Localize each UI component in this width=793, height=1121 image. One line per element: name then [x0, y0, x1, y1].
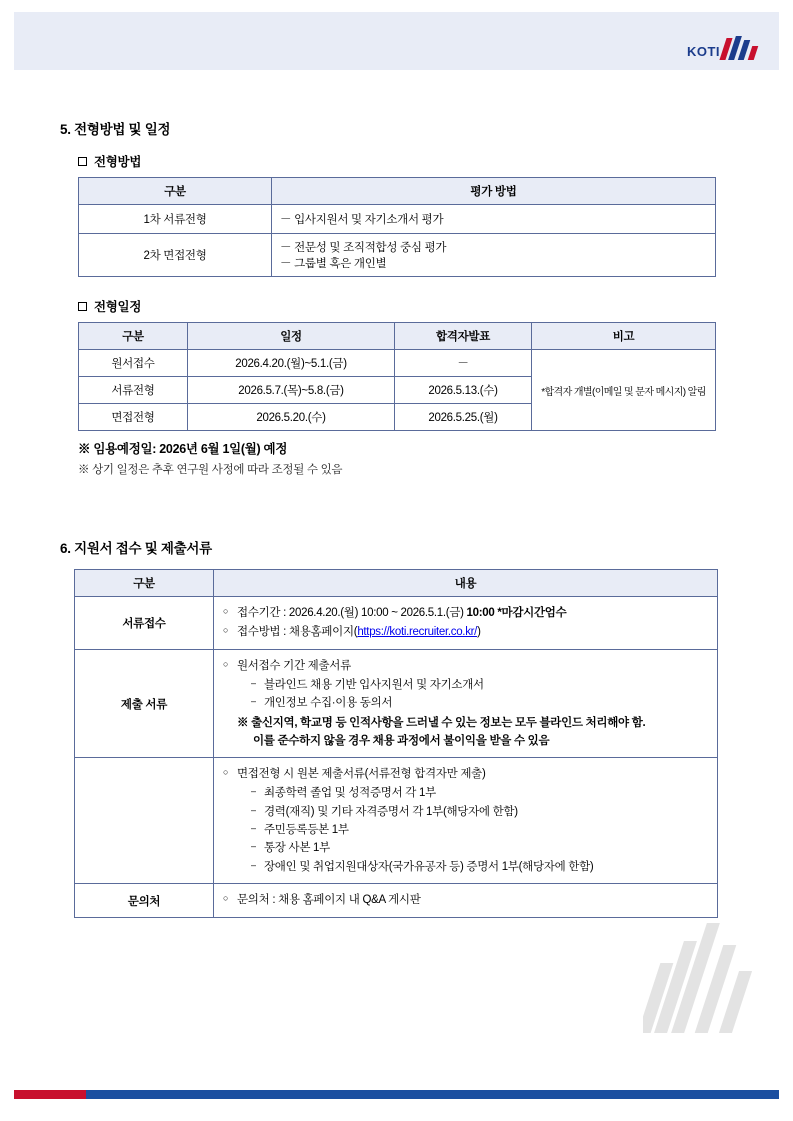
table-header-row — [75, 570, 718, 597]
schedule-row0-announce: － — [395, 350, 532, 377]
koti-logo-text: KOTI — [686, 44, 720, 59]
table-row — [79, 205, 716, 234]
documents-label-spacer — [75, 758, 214, 884]
schedule-row1-label: 서류전형 — [79, 377, 188, 404]
documents-group2-item4: – 장애인 및 취업지원대상자(국가유공자 등) 증명서 1부(해당자에 한함) — [251, 858, 708, 876]
section5-schedule-subtitle-text: 전형일정 — [94, 300, 142, 314]
koti-bars-icon — [723, 36, 757, 60]
blind-warning-line1: ※ 출신지역, 학교명 등 인적사항을 드러낼 수 있는 정보는 모두 블라인드 처리해야 함. — [237, 716, 646, 729]
contact-content — [214, 884, 718, 918]
table-header-row — [79, 323, 716, 350]
documents-content — [214, 649, 718, 757]
col-header-content: 내용 — [214, 570, 718, 597]
table-row — [75, 597, 718, 650]
section6-title: 6. 지원서 접수 및 제출서류 — [60, 541, 212, 556]
section6 — [60, 537, 732, 918]
documents-group2 — [223, 765, 708, 876]
documents-content-2 — [214, 758, 718, 884]
contact-label: 문의처 — [75, 884, 214, 918]
selection-method-table — [78, 177, 716, 277]
documents-group2-item2: – 주민등록등본 1부 — [251, 821, 708, 839]
selection-schedule-table — [78, 322, 716, 431]
method-row1-items — [272, 234, 716, 277]
document-content — [60, 118, 732, 918]
receipt-label: 서류접수 — [75, 597, 214, 650]
col-header-remark: 비고 — [532, 323, 716, 350]
schedule-change-note: ※ 상기 일정은 추후 연구원 사정에 따라 조정될 수 있음 — [78, 464, 343, 476]
appointment-note: ※ 임용예정일: 2026년 6월 1일(월) 예정 — [78, 442, 288, 456]
contact-item: ○ 문의처 : 채용 홈페이지 내 Q&A 게시판 — [223, 891, 708, 910]
schedule-row2-date: 2026.5.20.(수) — [188, 404, 395, 431]
method-row1-label: 2차 면접전형 — [79, 234, 272, 277]
square-bullet-icon — [78, 302, 87, 311]
documents-label: 제출 서류 — [75, 649, 214, 757]
col-header-division: 구분 — [79, 178, 272, 205]
receipt-method-item — [223, 623, 708, 642]
col-header-evaluation: 평가 방법 — [272, 178, 716, 205]
table-row — [79, 234, 716, 277]
documents-group1 — [223, 657, 708, 750]
section5-schedule-subtitle — [78, 297, 732, 315]
col-header-division: 구분 — [79, 323, 188, 350]
table-row — [75, 884, 718, 918]
col-header-division: 구분 — [75, 570, 214, 597]
footer-accent-red — [14, 1090, 86, 1099]
method-row0-label: 1차 서류전형 — [79, 205, 272, 234]
application-documents-table — [74, 569, 718, 918]
method-row1-item1: － 그룹별 혹은 개인별 — [280, 258, 387, 270]
table-row — [75, 649, 718, 757]
col-header-announcement: 합격자발표 — [395, 323, 532, 350]
documents-group1-item1: – 개인정보 수집·이용 동의서 — [251, 694, 708, 712]
recruiter-site-link[interactable]: https://koti.recruiter.co.kr/ — [357, 625, 478, 638]
schedule-row1-date: 2026.5.7.(목)~5.8.(금) — [188, 377, 395, 404]
watermark-bars-icon — [643, 923, 773, 1033]
schedule-row0-date: 2026.4.20.(월)~5.1.(금) — [188, 350, 395, 377]
page-header-band — [14, 12, 779, 70]
section5-title: 5. 전형방법 및 일정 — [60, 122, 171, 137]
documents-group2-item3: – 통장 사본 1부 — [251, 839, 708, 857]
table-row — [79, 350, 716, 377]
schedule-row2-announce: 2026.5.25.(월) — [395, 404, 532, 431]
col-header-date: 일정 — [188, 323, 395, 350]
square-bullet-icon — [78, 157, 87, 166]
receipt-method-prefix: 접수방법 : 채용홈페이지( — [237, 625, 358, 638]
schedule-row0-label: 원서접수 — [79, 350, 188, 377]
schedule-row1-announce: 2026.5.13.(수) — [395, 377, 532, 404]
documents-group2-item0: – 최종학력 졸업 및 성적증명서 각 1부 — [251, 784, 708, 802]
receipt-content — [214, 597, 718, 650]
footer-bar — [14, 1090, 779, 1099]
documents-group1-item0: – 블라인드 채용 기반 입사지원서 및 자기소개서 — [251, 676, 708, 694]
schedule-row2-label: 면접전형 — [79, 404, 188, 431]
documents-group1-title: 원서접수 기간 제출서류 — [237, 659, 351, 672]
method-row1-item0: － 전문성 및 조직적합성 중심 평가 — [280, 242, 447, 254]
receipt-period-item — [223, 604, 708, 623]
method-row0-item0: － 입사지원서 및 자기소개서 평가 — [272, 205, 716, 234]
section5-method-subtitle — [78, 152, 732, 170]
footer-accent-blue — [86, 1090, 779, 1099]
koti-logo — [687, 36, 757, 60]
receipt-period-deadline: 10:00 *마감시간엄수 — [466, 607, 567, 619]
blind-warning-line2: 이를 준수하지 않을 경우 채용 과정에서 불이익을 받을 수 있음 — [253, 734, 550, 747]
table-row — [75, 758, 718, 884]
receipt-period-prefix: 접수기간 : 2026.4.20.(월) 10:00 ~ 2026.5.1.(금) — [237, 607, 467, 619]
table-header-row — [79, 178, 716, 205]
receipt-method-suffix: ) — [477, 625, 481, 638]
documents-group2-item1: – 경력(재직) 및 기타 자격증명서 각 1부(해당자에 한함) — [251, 803, 708, 821]
schedule-remark: *합격자 개별(이메일 및 문자 메시지) 알림 — [532, 350, 716, 431]
documents-group2-title: 면접전형 시 원본 제출서류(서류전형 합격자만 제출) — [237, 768, 486, 781]
section5-method-subtitle-text: 전형방법 — [94, 155, 142, 169]
blind-warning — [237, 715, 708, 751]
